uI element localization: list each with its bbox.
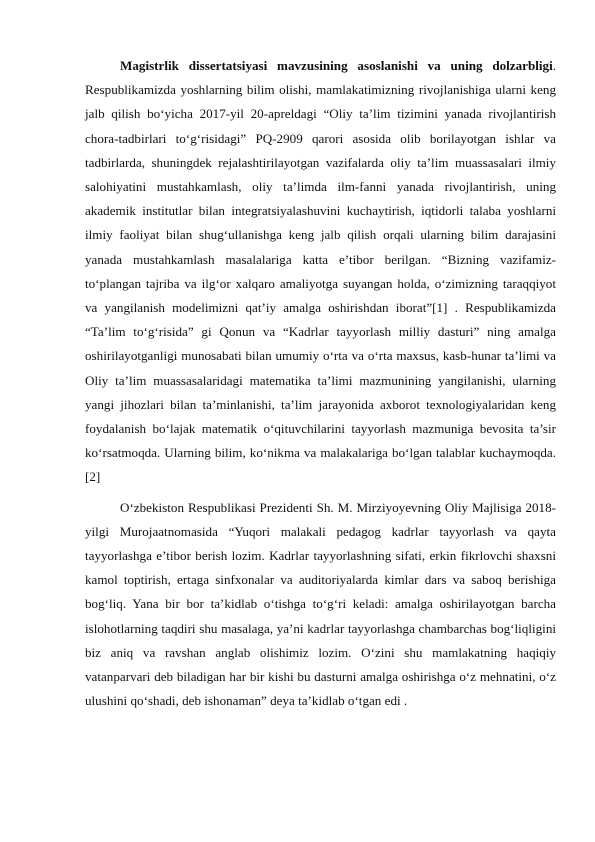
paragraph-relevance xyxy=(85,54,556,490)
paragraph-president-address xyxy=(85,496,556,714)
paragraph-text: Respublikamizda yoshlarning bilim olishi, mamlakatimizning rivojlanishiga ularni keng jalb qilish bo‘yicha 2017-yil 20-apreldagi “Oliy ta’lim tizimini yanada rivojlantirish chora-tadbirlari to‘g‘risidagi” PQ-2909 qarori asosida olib borilayotgan ishlar va tadbirlarda, shuningdek rejalashtirilayotgan vazifalarda oliy ta’lim muassasalari ilmiy salohiyatini mustahkamlash, oliy ta’limda ilm-fanni yanada rivojlantirish, uning akademik institutlar bilan integratsiyalashuvini kuchaytirish, iqtidorli talaba yoshlarni ilmiy faoliyat bilan shug‘ullanishga keng jalb qilish orqali ularning bilim darajasini yanada mustahkamlash masalalariga katta e’tibor berilgan. “Bizning vazifamiz-to‘plangan tajriba va ilg‘or xalqaro amaliyotga suyangan holda, o‘zimizning taraqqiyot va yangilanish modelimizni qat’iy amalga oshirishdan iborat”[1] . Respublikamizda “Ta’lim to‘g‘risida” gi Qonun va “Kadrlar tayyorlash milliy dasturi” ning amalga oshirilayotganligi munosabati bilan umumiy o‘rta va o‘rta maxsus, kasb-hunar ta’limi va Oliy ta’lim muassasalaridagi matematika ta’limi mazmunining yangilanishi, ularning yangi jihozlari bilan ta’minlanishi, ta’lim jarayonida axborot texnologiyalaridan keng foydalanish bo‘lajak matematik o‘qituvchilarini tayyorlash mazmuniga bevosita ta’sir ko‘rsatmoqda. Ularning bilim, ko‘nikma va malakalariga bo‘lgan talablar kuchaymoqda.[2] xyxy=(85,82,556,485)
section-heading-punctuation: . xyxy=(552,58,556,73)
document-body xyxy=(85,54,556,713)
paragraph-text: O‘zbekiston Respublikasi Prezidenti Sh. M. Mirziyoyevning Oliy Majlisiga 2018-yilgi Murojaatnomasida “Yuqori malakali pedagog kadrlar tayyorlash va qayta tayyorlashga e’tibor berish lozim. Kadrlar tayyorlashning sifati, erkin fikrlovchi shaxsni kamol toptirish, ertaga sinfxonalar va auditoriyalarda kimlar dars va saboq berishiga bog‘liq. Yana bir bor ta’kidlab o‘tishga to‘g‘ri keladi: amalga oshirilayotgan barcha islohotlarning taqdiri shu masalaga, ya’ni kadrlar tayyorlashga chambarchas bog‘liqligini biz aniq va ravshan anglab olishimiz lozim. O‘zini shu mamlakatning haqiqiy vatanparvari deb biladigan har bir kishi bu dasturni amalga oshirishga o‘z mehnatini, o‘z ulushini qo‘shadi, deb ishonaman” deya ta’kidlab o‘tgan edi . xyxy=(85,499,556,709)
section-heading: Magistrlik dissertatsiyasi mavzusining asoslanishi va uning dolzarbligi xyxy=(120,58,553,73)
